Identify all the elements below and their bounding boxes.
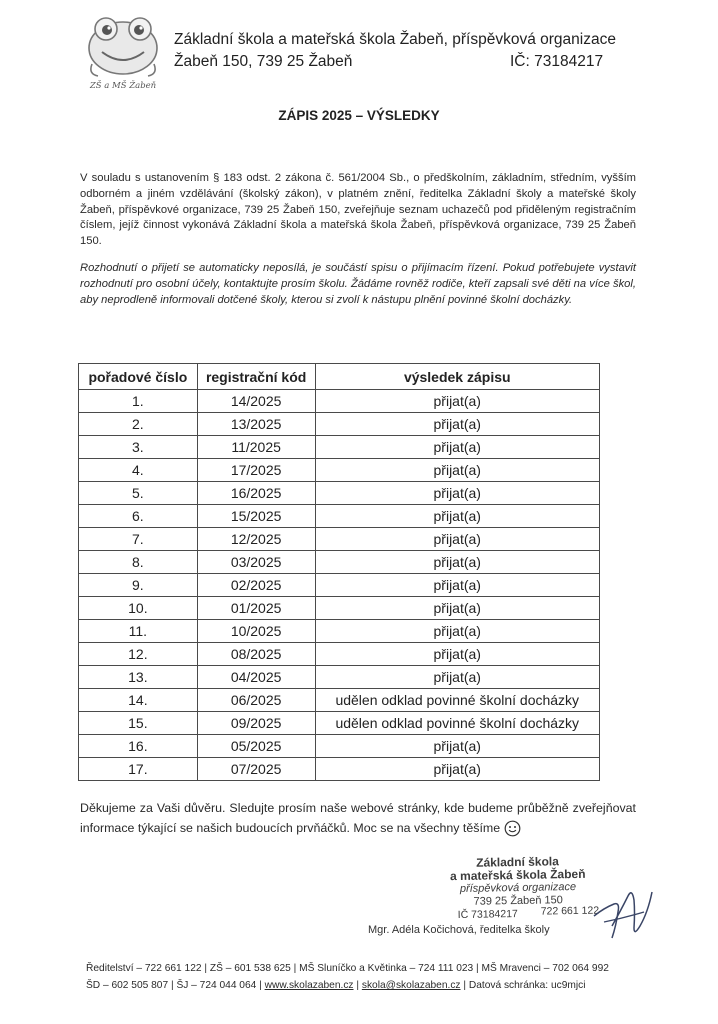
org-ic: IČ: 73184217 xyxy=(510,53,604,70)
code-cell: 07/2025 xyxy=(197,758,315,781)
result-cell: přijat(a) xyxy=(315,758,599,781)
code-cell: 11/2025 xyxy=(197,436,315,459)
table-row xyxy=(79,735,600,758)
document-title: ZÁPIS 2025 – VÝSLEDKY xyxy=(278,108,440,123)
footer-phones: ŠD – 602 505 807 | ŠJ – 724 044 064 | xyxy=(86,980,265,991)
code-cell: 16/2025 xyxy=(197,482,315,505)
column-header-order: pořadové číslo xyxy=(79,364,198,390)
result-cell: udělen odklad povinné školní docházky xyxy=(315,712,599,735)
code-cell: 03/2025 xyxy=(197,551,315,574)
stamp-line-4: 739 25 Žabeň 150 xyxy=(473,894,563,908)
footer-website-link[interactable]: www.skolazaben.cz xyxy=(264,980,354,991)
code-cell: 13/2025 xyxy=(197,413,315,436)
signer-name: Mgr. Adéla Kočichová, ředitelka školy xyxy=(368,924,550,936)
order-cell: 1. xyxy=(79,390,198,413)
table-row xyxy=(79,482,600,505)
result-cell: přijat(a) xyxy=(315,735,599,758)
table-row xyxy=(79,459,600,482)
thanks-text: Děkujeme za Vaši důvěru. Sledujte prosím naše webové stránky, kde budeme průběžně zveřejňovat informace týkající se našich budoucích prvňáčků. Moc se na všechny těšíme xyxy=(80,801,636,835)
stamp-line-3: příspěvková organizace xyxy=(459,880,577,896)
code-cell: 09/2025 xyxy=(197,712,315,735)
result-cell: přijat(a) xyxy=(315,551,599,574)
order-cell: 6. xyxy=(79,505,198,528)
order-cell: 7. xyxy=(79,528,198,551)
code-cell: 14/2025 xyxy=(197,390,315,413)
stamp-ic: IČ 73184217 xyxy=(457,908,518,922)
footer-separator: | xyxy=(353,980,362,991)
table-row xyxy=(79,390,600,413)
table-row xyxy=(79,574,600,597)
school-logo xyxy=(78,12,168,92)
code-cell: 08/2025 xyxy=(197,643,315,666)
table-row xyxy=(79,597,600,620)
code-cell: 10/2025 xyxy=(197,620,315,643)
table-header-row xyxy=(79,364,600,390)
org-address: Žabeň 150, 739 25 Žabeň xyxy=(174,53,353,70)
result-cell: přijat(a) xyxy=(315,413,599,436)
order-cell: 12. xyxy=(79,643,198,666)
code-cell: 06/2025 xyxy=(197,689,315,712)
results-table xyxy=(78,363,600,781)
code-cell: 15/2025 xyxy=(197,505,315,528)
code-cell: 17/2025 xyxy=(197,459,315,482)
result-cell: přijat(a) xyxy=(315,436,599,459)
result-cell: přijat(a) xyxy=(315,666,599,689)
table-row xyxy=(79,436,600,459)
notice-paragraph: Rozhodnutí o přijetí se automaticky neposílá, je součástí spisu o přijímacím řízení. Pokud potřebujete vystavit rozhodnutí pro osobní účely, kontaktujte prosím školu. Žádáme rovněž rodiče, kteří zapsali své děti na více škol, aby neprodleně informovali dotčené školy, kterou si zvolí k nástupu plnění povinné školní docházky. xyxy=(80,262,636,306)
column-header-code: registrační kód xyxy=(197,364,315,390)
code-cell: 12/2025 xyxy=(197,528,315,551)
order-cell: 10. xyxy=(79,597,198,620)
table-row xyxy=(79,620,600,643)
stamp-line-5 xyxy=(418,906,618,922)
order-cell: 13. xyxy=(79,666,198,689)
order-cell: 3. xyxy=(79,436,198,459)
order-cell: 8. xyxy=(79,551,198,574)
order-cell: 11. xyxy=(79,620,198,643)
code-cell: 02/2025 xyxy=(197,574,315,597)
thanks-paragraph xyxy=(80,798,636,838)
order-cell: 2. xyxy=(79,413,198,436)
logo-text: ZŠ a MŠ Žabeň xyxy=(89,81,157,91)
footer-databox: | Datová schránka: uc9mjci xyxy=(460,980,586,991)
stamp-line-1: Základní škola xyxy=(476,854,559,870)
footer-contacts-2 xyxy=(86,980,686,991)
org-name: Základní škola a mateřská škola Žabeň, příspěvková organizace xyxy=(174,31,616,48)
footer-email-link[interactable]: skola@skolazaben.cz xyxy=(361,980,461,991)
table-row xyxy=(79,505,600,528)
table-row xyxy=(79,643,600,666)
column-header-result: výsledek zápisu xyxy=(315,364,599,390)
footer-contacts: Ředitelství – 722 661 122 | ZŠ – 601 538 625 | MŠ Sluníčko a Květinka – 724 111 023 | MŠ Mravenci – 702 064 992 xyxy=(86,963,609,974)
stamp-line-2: a mateřská škola Žabeň xyxy=(449,866,586,884)
smiley-icon xyxy=(504,820,521,837)
order-cell: 5. xyxy=(79,482,198,505)
result-cell: přijat(a) xyxy=(315,574,599,597)
result-cell: přijat(a) xyxy=(315,505,599,528)
code-cell: 01/2025 xyxy=(197,597,315,620)
result-cell: přijat(a) xyxy=(315,620,599,643)
order-cell: 15. xyxy=(79,712,198,735)
code-cell: 05/2025 xyxy=(197,735,315,758)
table-row xyxy=(79,551,600,574)
table-row xyxy=(79,712,600,735)
table-row xyxy=(79,758,600,781)
table-row xyxy=(79,689,600,712)
table-row xyxy=(79,413,600,436)
result-cell: přijat(a) xyxy=(315,528,599,551)
table-row xyxy=(79,528,600,551)
result-cell: přijat(a) xyxy=(315,643,599,666)
result-cell: přijat(a) xyxy=(315,597,599,620)
school-stamp xyxy=(417,854,618,922)
result-cell: udělen odklad povinné školní docházky xyxy=(315,689,599,712)
table-row xyxy=(79,666,600,689)
order-cell: 14. xyxy=(79,689,198,712)
order-cell: 16. xyxy=(79,735,198,758)
intro-paragraph: V souladu s ustanovením § 183 odst. 2 zákona č. 561/2004 Sb., o předškolním, základním, středním, vyšším odborném a jiném vzdělávání (školský zákon), v platném znění, ředitelka Základní školy a mateřské školy Žabeň, příspěvkové organizace, 739 25 Žabeň 150, zveřejňuje seznam uchazečů pod přiděleným registračním číslem, jejíž činnost vykonává Základní škola a mateřská škola Žabeň, příspěvková organizace, 739 25 Žabeň 150. xyxy=(80,172,636,248)
result-cell: přijat(a) xyxy=(315,482,599,505)
order-cell: 4. xyxy=(79,459,198,482)
result-cell: přijat(a) xyxy=(315,390,599,413)
stamp-phone: 722 661 122 xyxy=(540,904,600,918)
code-cell: 04/2025 xyxy=(197,666,315,689)
order-cell: 9. xyxy=(79,574,198,597)
result-cell: přijat(a) xyxy=(315,459,599,482)
handwritten-signature xyxy=(590,882,662,942)
order-cell: 17. xyxy=(79,758,198,781)
